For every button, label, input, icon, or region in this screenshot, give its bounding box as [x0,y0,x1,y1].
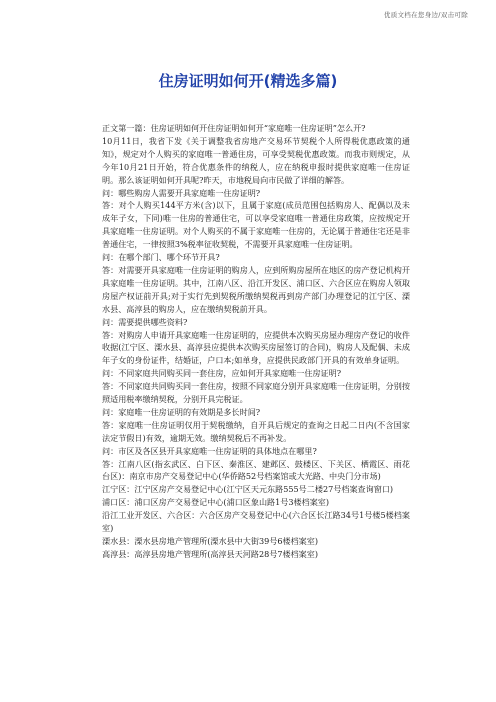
paragraph: 问：不同家庭共同购买同一套住房，应如何开具家庭唯一住房证明? [102,368,342,379]
paragraph: 问：家庭唯一住房证明的有效期是多长时间? [102,406,261,417]
paragraph: 正文第一篇：住房证明如何开住房证明如何开“家庭唯一住房证明”怎么开? [102,123,366,133]
paragraph: 答：不同家庭共同购买同一套住房，按照不同家庭分别开具家庭唯一住房证明，分别按照适用税率缴纳契税，分别开具完税证。 [102,381,410,405]
paragraph: 沿江工业开发区、六合区：六合区房产交易登记中心(六合区长江路34号1号楼5楼档案室) [102,510,410,534]
paragraph: 问：市区及各区县开具家庭唯一住房证明的具体地点在哪里? [102,445,317,456]
paragraph: 浦口区：浦口区房产交易登记中心(浦口区象山路1号3楼档案室) [102,497,330,508]
paragraph: 答：江南八区(指玄武区、白下区、秦淮区、建邺区、鼓楼区、下关区、栖霞区、雨花台区)：南京市房产交易登记中心(华侨路52号档案馆或大光路、中央门分市场) [102,458,410,482]
paragraph: 10月11日，我省下发《关于调整我省房地产交易环节契税个人所得税优惠政策的通知》，规定对个人购买的家庭唯一普通住房，可享受契税优惠政策。而我市则规定，从今年10月21日开始，符合优惠条件的纳税人，应在纳税申报时提供家庭唯一住房证明。那么该证明如何开具呢?昨天，市地税局向市民做了详细的解答。 [102,135,410,185]
paragraph: 问：哪些购房人需要开具家庭唯一住房证明? [102,187,261,198]
header-note: 优质文档在您身边/双击可除 [383,11,468,19]
paragraph: 问：需要提供哪些资料? [102,316,188,327]
paragraph: 答：家庭唯一住房证明仅用于契税缴纳，自开具后规定的查询之日起二日内(不含国家法定节假日)有效，逾期无效。缴纳契税后不再补发。 [102,419,410,443]
paragraph: 答：对个人购买144平方米(含)以下，且属于家庭(成员范围包括购房人、配偶以及未成年子女，下同)唯一住房的普通住宅，可以享受家庭唯一普通住房政策，应按规定开具家庭唯一住房证明。对个人购买的不属于家庭唯一住房的，无论属于普通住宅还是非普通住宅，一律按照3%税率征收契税，不需要开具家庭唯一住房证明。 [102,200,410,250]
paragraph: 答：对购房人申请开具家庭唯一住房证明的，应提供本次购买房屋办理房产登记的收件收据(江宁区、溧水县、高淳县应提供本次购买房屋签订的合同)，购房人及配偶、未成年子女的身份证件，结婚证，户口本;如单身，应提供民政部门开具的有效单身证明。 [102,329,410,366]
document-title: 住房证明如何开(精选多篇) [158,72,338,90]
document-body [102,122,410,561]
paragraph: 溧水县：溧水县房地产管理所(溧水县中大街39号6楼档案室) [102,536,319,546]
paragraph: 江宁区：江宁区房产交易登记中心(江宁区天元东路555号二楼27号档案查询窗口) [102,484,394,495]
paragraph: 高淳县：高淳县房地产管理所(高淳县天河路28号7楼档案室) [102,548,319,559]
paragraph: 答：对需要开具家庭唯一住房证明的购房人，应到所购房屋所在地区的房产登记机构开具家庭唯一住房证明。其中，江南八区、沿江开发区、浦口区、六合区应在购房人领取房屋产权证前开具;对于实行先到契税所缴纳契税再到房产部门办理登记的江宁区、溧水县、高淳县的购房人，应在缴纳契税前开具。 [102,264,410,314]
paragraph: 问：在哪个部门、哪个环节开具? [102,252,220,263]
